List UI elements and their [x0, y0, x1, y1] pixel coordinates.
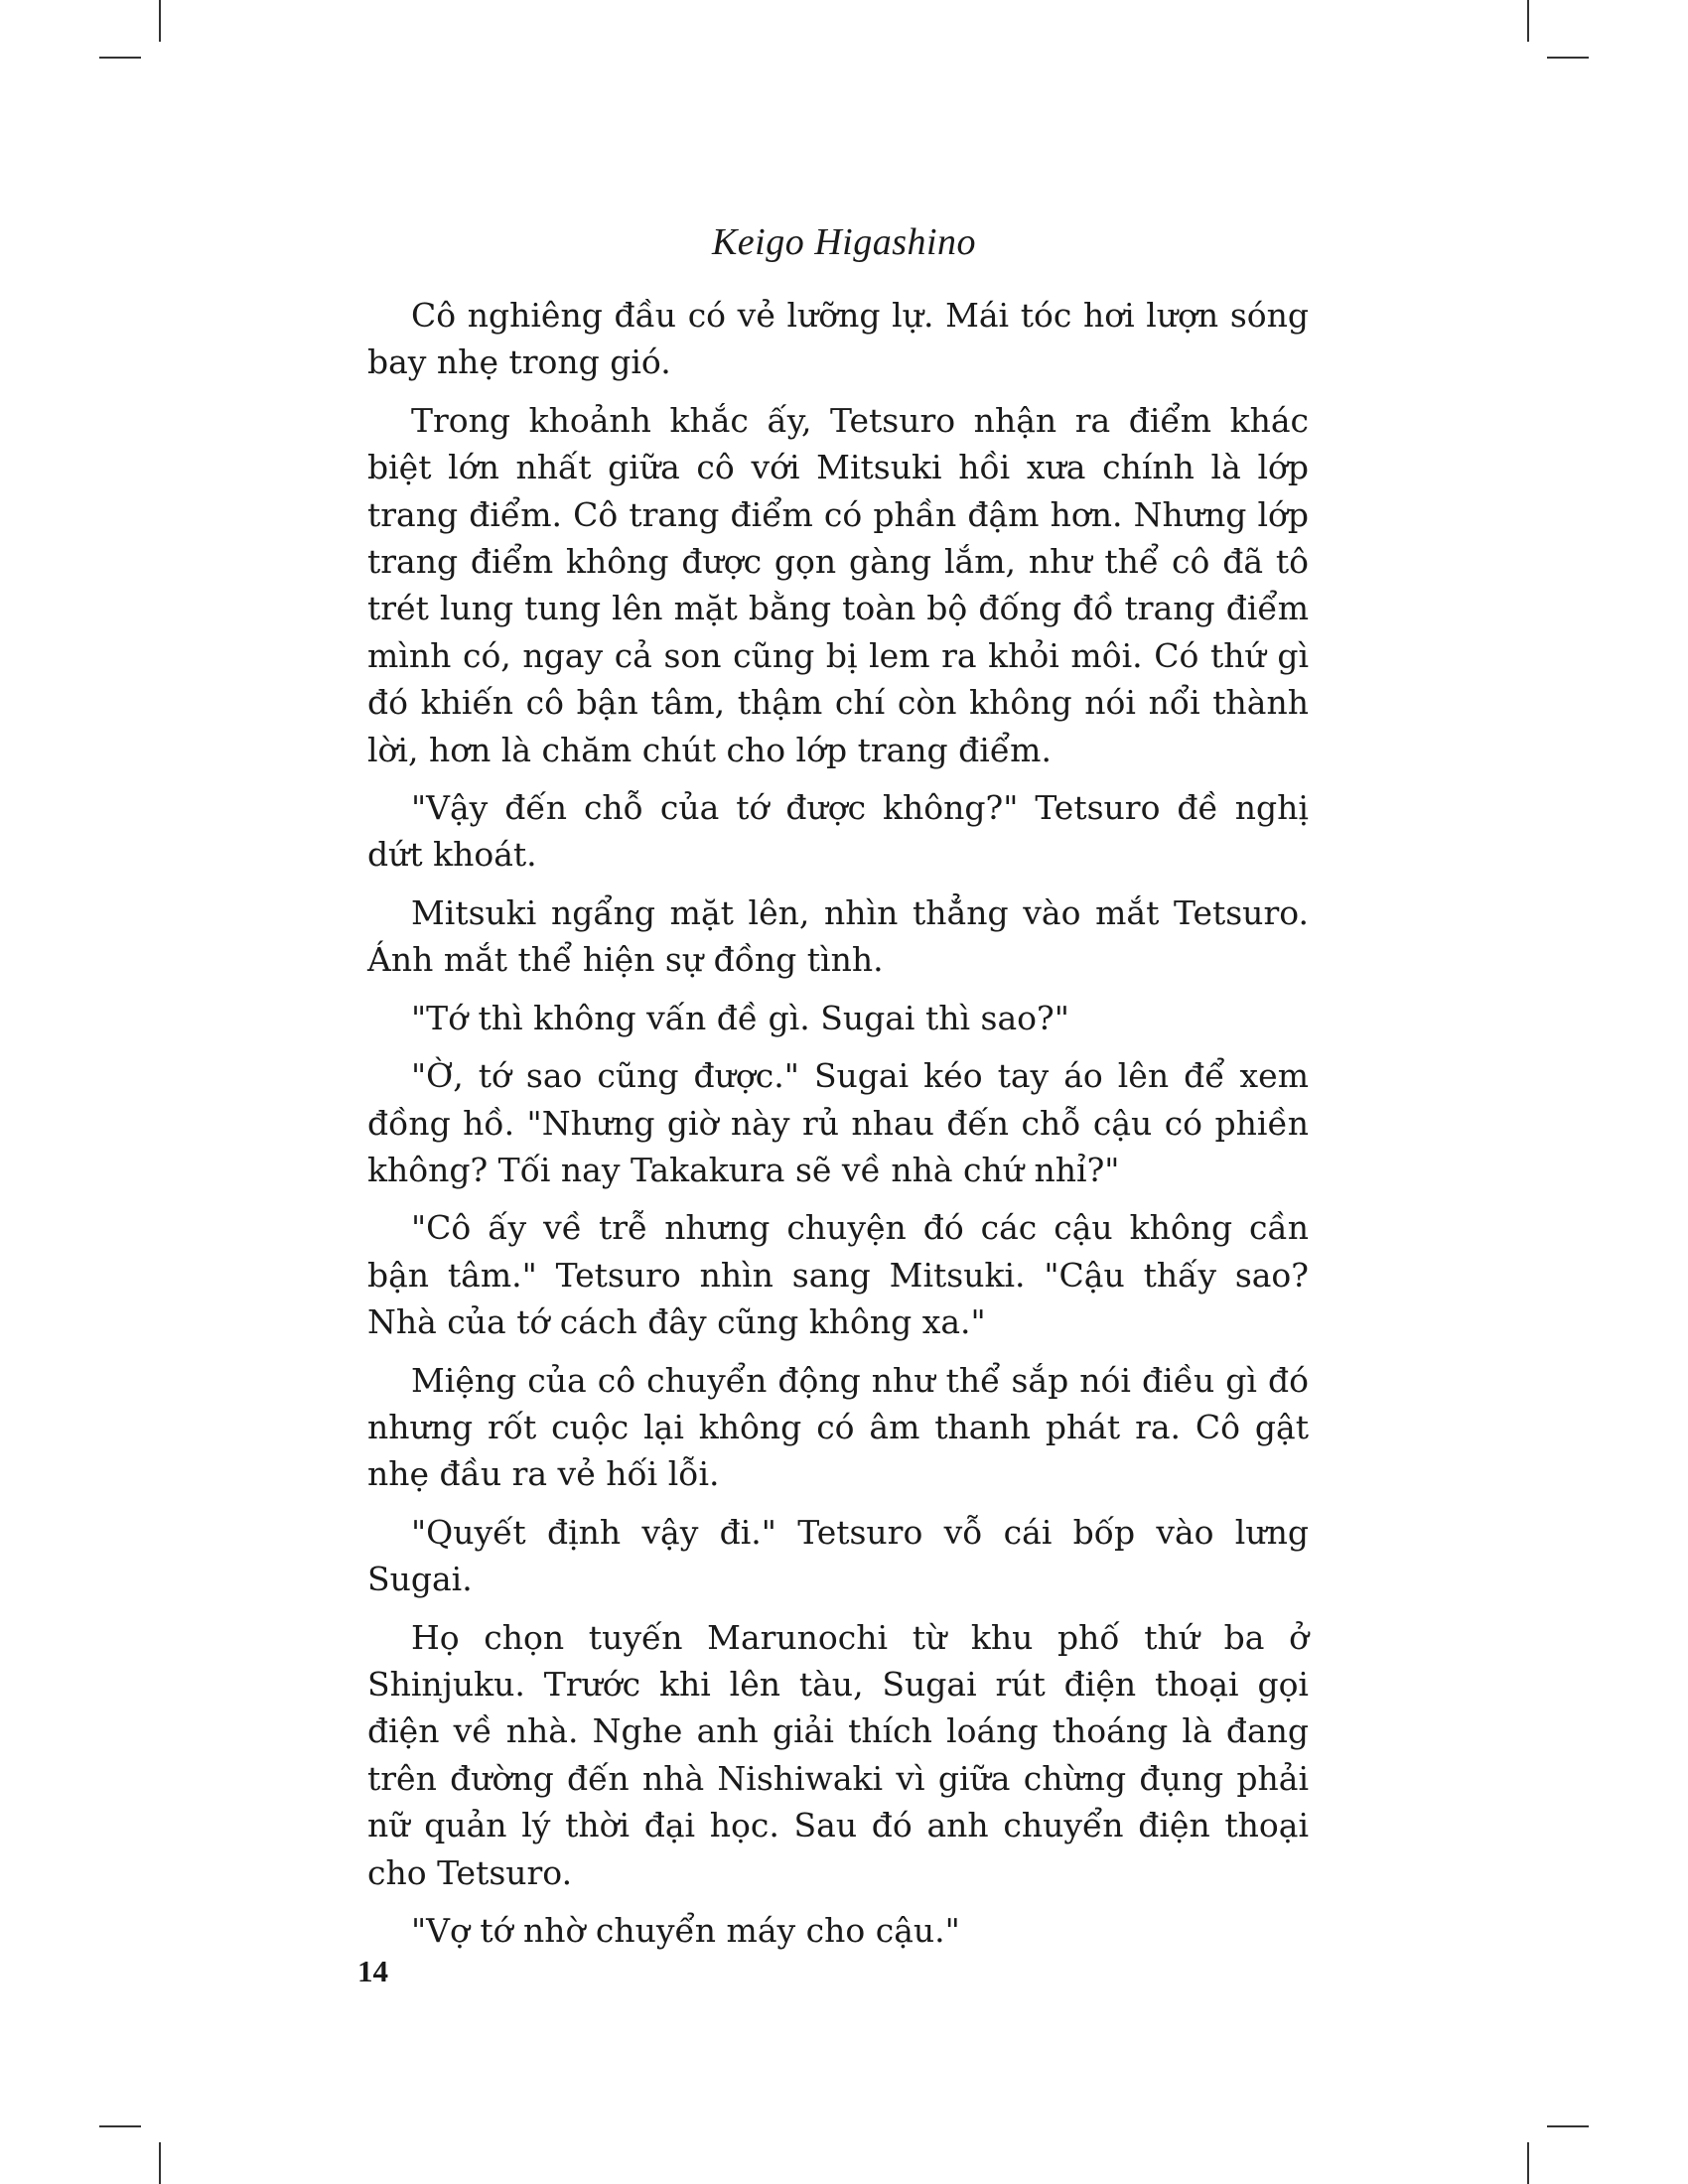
- paragraph: "Ờ, tớ sao cũng được." Sugai kéo tay áo lên để xem đồng hồ. "Nhưng giờ này rủ nhau đến chỗ cậu có phiền không? Tối nay Takakura sẽ về nhà chứ nhỉ?": [367, 1056, 1309, 1189]
- page-number: 14: [357, 1954, 388, 1988]
- paragraph: "Tớ thì không vấn đề gì. Sugai thì sao?": [411, 998, 1069, 1037]
- paragraph: "Vợ tớ nhờ chuyển máy cho cậu.": [411, 1911, 960, 1950]
- crop-mark-bottom-right-vertical: [1527, 2142, 1529, 2184]
- crop-mark-top-left-horizontal: [99, 57, 141, 59]
- paragraph: Trong khoảnh khắc ấy, Tetsuro nhận ra điểm khác biệt lớn nhất giữa cô với Mitsuki hồi xưa chính là lớp trang điểm. Cô trang điểm có phần đậm hơn. Nhưng lớp trang điểm không được gọn gàng lắm, như thể cô đã tô trét lung tung lên mặt bằng toàn bộ đống đồ trang điểm mình có, ngay cả son cũng bị lem ra khỏi môi. Có thứ gì đó khiến cô bận tâm, thậm chí còn không nói nổi thành lời, hơn là chăm chút cho lớp trang điểm.: [367, 400, 1309, 769]
- crop-mark-top-right-horizontal: [1547, 57, 1589, 59]
- crop-mark-bottom-left-vertical: [159, 2142, 161, 2184]
- paragraph: "Cô ấy về trễ nhưng chuyện đó các cậu không cần bận tâm." Tetsuro nhìn sang Mitsuki. "Cậu thấy sao? Nhà của tớ cách đây cũng không xa.": [367, 1208, 1309, 1342]
- crop-mark-top-right-vertical: [1527, 0, 1529, 42]
- paragraph: "Quyết định vậy đi." Tetsuro vỗ cái bốp vào lưng Sugai.: [367, 1512, 1309, 1599]
- crop-mark-bottom-left-horizontal: [99, 2125, 141, 2127]
- running-head-title: Keigo Higashino: [711, 221, 977, 263]
- paragraph: "Vậy đến chỗ của tớ được không?" Tetsuro đề nghị dứt khoát.: [367, 788, 1309, 875]
- paragraph: Mitsuki ngẩng mặt lên, nhìn thẳng vào mắt Tetsuro. Ánh mắt thể hiện sự đồng tình.: [367, 892, 1309, 980]
- body-text: [367, 292, 1309, 1965]
- paragraph: Cô nghiêng đầu có vẻ lưỡng lự. Mái tóc hơi lượn sóng bay nhẹ trong gió.: [367, 296, 1309, 382]
- paragraph: Miệng của cô chuyển động như thể sắp nói điều gì đó nhưng rốt cuộc lại không có âm thanh phát ra. Cô gật nhẹ đầu ra vẻ hối lỗi.: [367, 1360, 1309, 1494]
- crop-mark-bottom-right-horizontal: [1547, 2125, 1589, 2127]
- paragraph: Họ chọn tuyến Marunochi từ khu phố thứ ba ở Shinjuku. Trước khi lên tàu, Sugai rút điện thoại gọi điện về nhà. Nghe anh giải thích loáng thoáng là đang trên đường đến nhà Nishiwaki vì giữa chừng đụng phải nữ quản lý thời đại học. Sau đó anh chuyển điện thoại cho Tetsuro.: [367, 1617, 1309, 1892]
- crop-mark-top-left-vertical: [159, 0, 161, 42]
